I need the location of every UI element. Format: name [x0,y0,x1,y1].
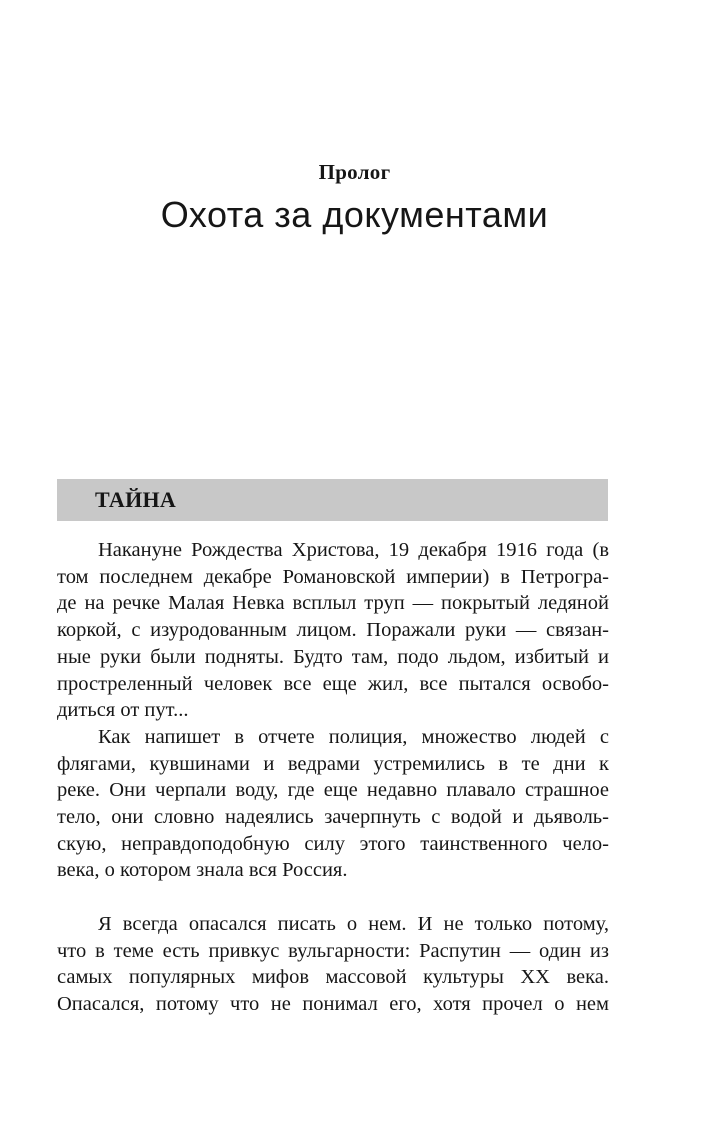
text-line: простреленный человек все еще жил, все пытался освобо- [57,672,609,695]
paragraph [57,911,609,1018]
text-line: Опасался, потому что не понимал его, хотя прочел о нем [57,992,609,1015]
text-line: Накануне Рождества Христова, 19 декабря 1916 года (в [98,539,609,561]
section-header-label: ТАЙНА [95,487,177,512]
text-line: коркой, с изуродованным лицом. Поражали руки — связан- [57,619,609,642]
text-line: Я всегда опасался писать о нем. И не только потому, [98,912,609,935]
text-line: ные руки были подняты. Будто там, подо льдом, избитый и [57,645,609,668]
text-line: тело, они словно надеялись зачерпнуть с водой и дьяволь- [57,806,609,829]
text-line: де на речке Малая Невка всплыл труп — покрытый ледяной [57,592,609,615]
chapter-title: Охота за документами [160,194,549,235]
text-line: том последнем декабре Романовской империи) в Петрогра- [57,565,609,588]
body-text [57,537,609,1018]
text-line: диться от пут... [57,699,189,722]
text-line: скую, неправдоподобную силу этого таинственного чело- [57,832,609,855]
text-line: Как напишет в отчете полиция, множество людей с [98,725,609,748]
chapter-kicker: Пролог [318,160,391,184]
text-line: флягами, кувшинами и ведрами устремились в те дни к [57,752,609,775]
text-line: реке. Они черпали воду, где еще недавно плавало страшное [57,779,609,802]
paragraph [57,537,609,724]
section-header-bar [57,479,608,521]
text-line: самых популярных мифов массовой культуры XX века. [57,966,609,989]
text-line: века, о котором знала вся Россия. [57,859,348,882]
paragraph [57,724,609,884]
text-line: что в теме есть привкус вульгарности: Распутин — один из [57,939,609,962]
